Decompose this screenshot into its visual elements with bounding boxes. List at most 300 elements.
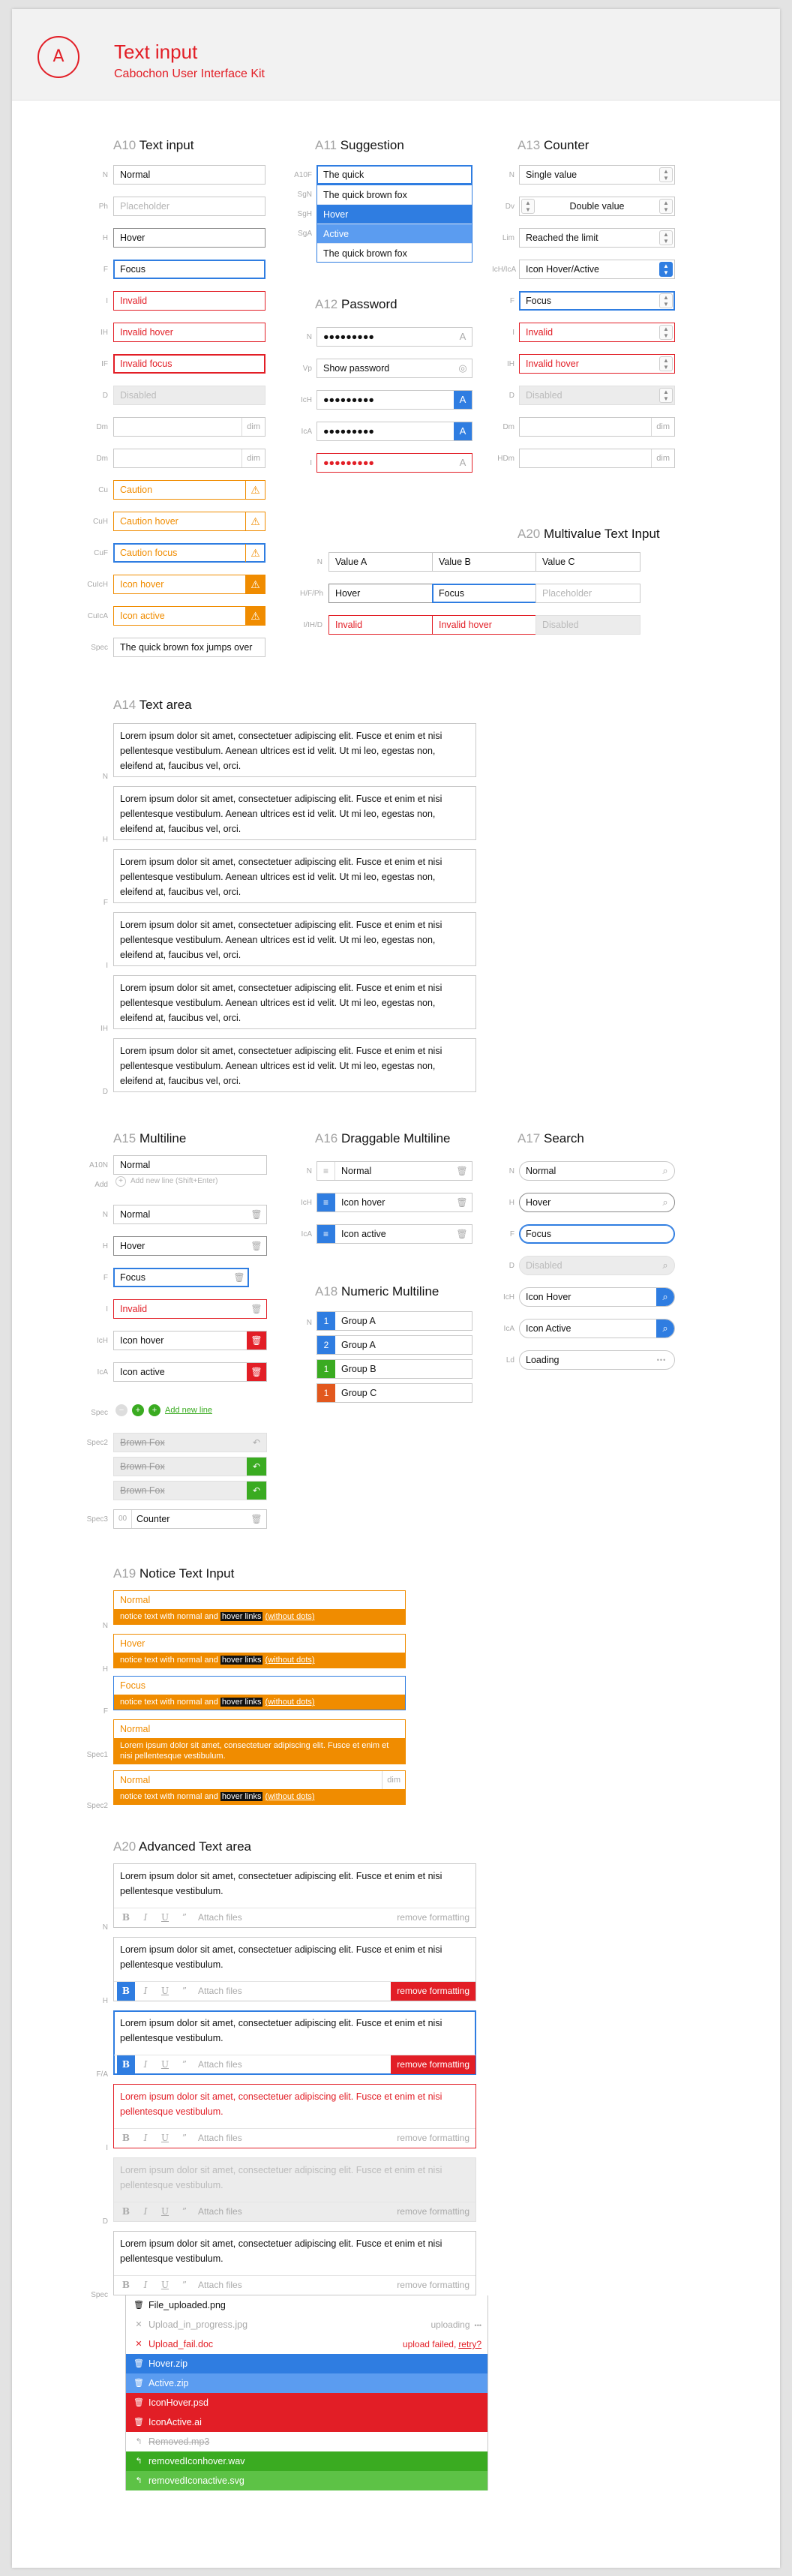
a10-caution-input[interactable]	[113, 512, 266, 531]
attached-file[interactable]	[125, 2354, 488, 2373]
attached-file[interactable]	[125, 2451, 488, 2471]
advanced-textarea[interactable]	[113, 2231, 476, 2295]
a10-name: Text input	[139, 138, 194, 152]
notice-pre: notice text with normal and	[120, 1656, 220, 1665]
a10-placeholder-input[interactable]	[113, 197, 266, 216]
a10-hover-input[interactable]	[113, 228, 266, 248]
input-value: Invalid focus	[120, 359, 172, 369]
numeric-row[interactable]	[316, 1383, 472, 1403]
row-label: I	[106, 2144, 108, 2152]
multiline-row[interactable]	[113, 1236, 267, 1256]
input-value: Icon active	[120, 611, 165, 621]
input-value: Show password	[323, 363, 390, 374]
input-value: Icon active	[341, 1229, 386, 1239]
textarea-content: Lorem ipsum dolor sit amet, consectetuer adipiscing elit. Fusce et enim et nisi pellentesque vestibulum.	[120, 2091, 442, 2117]
add-new-line-link[interactable]: Add new line	[165, 1406, 212, 1415]
trash-icon[interactable]: 🗑	[134, 2418, 144, 2427]
suggestion-input[interactable]	[316, 165, 472, 185]
attached-file[interactable]	[125, 2412, 488, 2432]
row-label: IH	[507, 360, 514, 368]
multivalue-cell[interactable]	[432, 615, 537, 635]
formatting-toolbar	[114, 2202, 476, 2221]
counter-input[interactable]	[519, 291, 675, 311]
textarea-content: Lorem ipsum dolor sit amet, consectetuer adipiscing elit. Fusce et enim et nisi pellentesque vestibulum.	[120, 1944, 442, 1970]
a19-name: Notice Text Input	[139, 1566, 235, 1581]
stepper-icon[interactable]: ▲ ▼	[659, 167, 673, 182]
quote-button[interactable]: ”	[182, 2280, 188, 2290]
trash-icon[interactable]: 🗑	[134, 2301, 144, 2310]
bold-button[interactable]: B	[122, 1912, 130, 1923]
row-label: CuIcH	[87, 581, 108, 589]
multiline-input[interactable]	[113, 1155, 267, 1175]
a15-name: Multiline	[139, 1131, 187, 1145]
trash-icon[interactable]: 🗑	[250, 1209, 262, 1220]
quote-button[interactable]: ”	[182, 2206, 188, 2217]
password-input[interactable]	[316, 390, 472, 410]
a14-title	[113, 698, 192, 713]
row-label: H	[102, 1665, 108, 1674]
a20-code: A20	[113, 1839, 140, 1854]
draggable-row[interactable]	[316, 1224, 472, 1244]
a12-title	[315, 297, 398, 312]
trash-icon[interactable]: 🗑	[250, 1304, 262, 1314]
counter-input[interactable]	[519, 323, 675, 342]
italic-button[interactable]: I	[143, 2059, 148, 2070]
row-label: Dv	[505, 203, 514, 211]
removed-row[interactable]	[113, 1433, 267, 1452]
suggestion-item[interactable]: Hover	[317, 205, 472, 224]
numeric-row[interactable]	[316, 1359, 472, 1379]
counter-input[interactable]	[519, 165, 675, 185]
input-value: Focus	[526, 296, 552, 306]
a19-code: A19	[113, 1566, 140, 1581]
dim-suffix: dim	[651, 418, 674, 436]
trash-icon[interactable]: 🗑	[250, 1514, 262, 1524]
search-icon[interactable]: ⌕	[662, 1196, 668, 1208]
row-counter: 00	[114, 1510, 132, 1528]
trash-icon[interactable]: 🗑	[134, 2359, 144, 2368]
notice-input[interactable]	[113, 1590, 406, 1625]
multiline-row[interactable]	[113, 1362, 267, 1382]
row-label: I/IH/D	[303, 621, 322, 629]
counter-row[interactable]	[113, 1509, 267, 1529]
trash-icon[interactable]: 🗑	[247, 1363, 266, 1381]
remove-formatting-button[interactable]: remove formatting	[397, 2206, 470, 2217]
multiline-row[interactable]	[113, 1268, 249, 1287]
notice-post[interactable]: (without dots)	[265, 1656, 315, 1665]
file-name: IconHover.psd	[148, 2397, 208, 2408]
numeric-row[interactable]	[316, 1335, 472, 1355]
row-label: I	[106, 962, 108, 970]
search-input[interactable]	[519, 1287, 675, 1307]
stepper-icon[interactable]: ▲ ▼	[659, 325, 673, 340]
row-label: D	[102, 392, 108, 400]
advanced-textarea[interactable]	[113, 2084, 476, 2148]
row-label: IcH	[301, 396, 312, 404]
input-value: Group A	[341, 1316, 376, 1326]
status-text: upload failed,	[402, 2339, 457, 2349]
textarea[interactable]: Lorem ipsum dolor sit amet, consectetuer adipiscing elit. Fusce et enim et nisi pellentesque vestibulum. Aenean ultrices est id velit. Ut mi leo, egestas non, eleifend at, faucibus vel, orci.	[113, 1038, 476, 1092]
page-subtitle: Cabochon User Interface Kit	[114, 68, 265, 80]
notice-post[interactable]: (without dots)	[265, 1698, 315, 1707]
row-label: N	[102, 1923, 108, 1932]
warning-icon[interactable]: ⚠	[245, 607, 265, 625]
keyboard-layout-icon[interactable]: A	[459, 457, 466, 468]
search-icon[interactable]: ⌕	[662, 1165, 668, 1176]
dim-suffix: dim	[651, 449, 674, 467]
search-input[interactable]	[519, 1193, 675, 1212]
a10-caution-focus-input[interactable]	[113, 543, 266, 563]
attach-files-button[interactable]: Attach files	[198, 2133, 242, 2143]
italic-button[interactable]: I	[143, 2280, 148, 2290]
stepper-icon[interactable]: ▲ ▼	[659, 262, 673, 277]
attach-files-button[interactable]: Attach files	[198, 2059, 242, 2070]
file-name: File_uploaded.png	[148, 2300, 226, 2310]
italic-button[interactable]: I	[143, 2206, 148, 2217]
notice-link[interactable]: hover links	[221, 1656, 262, 1665]
trash-icon[interactable]: 🗑	[456, 1229, 468, 1239]
multivalue-cell[interactable]	[328, 615, 434, 635]
notice-link[interactable]: hover links	[221, 1698, 262, 1707]
bold-button[interactable]: B	[117, 1982, 135, 2001]
input-value: Group B	[341, 1364, 376, 1374]
suggestion-item[interactable]: Active	[317, 224, 472, 244]
textarea[interactable]: Lorem ipsum dolor sit amet, consectetuer adipiscing elit. Fusce et enim et nisi pellentesque vestibulum. Aenean ultrices est id velit. Ut mi leo, egestas non, eleifend at, faucibus vel, orci.	[113, 975, 476, 1029]
notice-link[interactable]: hover links	[221, 1792, 262, 1801]
row-label: F	[103, 1707, 108, 1716]
undo-icon[interactable]: ↶	[252, 1437, 261, 1448]
counter-input[interactable]	[519, 197, 675, 216]
file-name: Hover.zip	[148, 2358, 188, 2369]
a16-title	[315, 1131, 451, 1146]
removed-row[interactable]	[113, 1457, 267, 1476]
advanced-textarea[interactable]	[113, 2010, 476, 2075]
a10-dim-input[interactable]	[113, 449, 266, 468]
attached-file[interactable]	[125, 2432, 488, 2451]
counter-input[interactable]	[519, 417, 675, 437]
row-label: F	[103, 899, 108, 907]
a14-name: Text area	[139, 698, 192, 712]
stepper-icon[interactable]: ▲ ▼	[659, 356, 673, 371]
input-value: Normal	[120, 1775, 151, 1785]
bold-button[interactable]: B	[122, 2133, 130, 2143]
search-icon[interactable]: ⌕	[656, 1320, 674, 1338]
multivalue-cell[interactable]	[536, 552, 640, 572]
status-text: uploading	[430, 2319, 470, 2330]
cancel-icon[interactable]: ✕	[135, 2340, 142, 2349]
notice-input[interactable]	[113, 1676, 406, 1710]
notice-input[interactable]	[113, 1719, 406, 1764]
input-value: Brown Fox	[120, 1485, 165, 1496]
undo-icon[interactable]: ↶	[247, 1482, 266, 1500]
multivalue-cell[interactable]	[536, 584, 640, 603]
underline-button[interactable]: U	[160, 1912, 170, 1923]
remove-formatting-button[interactable]: remove formatting	[397, 2280, 470, 2290]
bold-button[interactable]: B	[122, 2206, 130, 2217]
notice-input[interactable]	[113, 1770, 406, 1805]
advanced-textarea[interactable]	[113, 1863, 476, 1928]
row-label: SgN	[297, 191, 312, 199]
draggable-row[interactable]	[316, 1193, 472, 1212]
notice-pre: notice text with normal and	[120, 1792, 220, 1801]
password-input[interactable]	[316, 453, 472, 473]
counter-input[interactable]	[519, 386, 675, 405]
spec-controls	[116, 1404, 212, 1419]
numeric-row[interactable]	[316, 1311, 472, 1331]
bold-button[interactable]: B	[122, 2280, 130, 2290]
plus-icon[interactable]: +	[148, 1404, 160, 1416]
minus-icon[interactable]: −	[116, 1404, 128, 1416]
input-value: Invalid	[120, 1304, 148, 1314]
notice-link[interactable]: hover links	[221, 1612, 262, 1621]
textarea-content: Lorem ipsum dolor sit amet, consectetuer adipiscing elit. Fusce et enim et nisi pellentesque vestibulum.	[120, 2238, 442, 2264]
input-value: ●●●●●●●●●	[323, 332, 374, 342]
file-name: Removed.mp3	[148, 2436, 210, 2447]
a10-invalid-input[interactable]	[113, 323, 266, 342]
drag-handle-icon[interactable]: ≡	[317, 1225, 335, 1243]
search-icon[interactable]: ⌕	[656, 1288, 674, 1306]
dim-suffix: dim	[382, 1771, 405, 1789]
stepper-icon[interactable]: ▲ ▼	[521, 199, 535, 214]
quote-button[interactable]: ”	[182, 1912, 188, 1923]
quote-button[interactable]: ”	[182, 2059, 188, 2070]
undo-icon[interactable]: ↰	[135, 2476, 142, 2485]
a12-name: Password	[340, 297, 398, 311]
quote-button[interactable]: ”	[182, 1986, 188, 1996]
add-line-button[interactable]	[116, 1176, 218, 1187]
notice-pre: notice text with normal and	[120, 1698, 220, 1707]
counter-input[interactable]	[519, 449, 675, 468]
underline-button[interactable]: U	[160, 2206, 170, 2217]
cancel-icon[interactable]: ✕	[135, 2320, 142, 2329]
search-icon[interactable]: ⌕	[662, 1259, 668, 1271]
row-label: H	[508, 1199, 514, 1207]
trash-icon[interactable]: 🗑	[456, 1166, 468, 1176]
notice-post[interactable]: (without dots)	[265, 1792, 315, 1801]
row-label: H/F/Ph	[300, 590, 324, 598]
drag-handle-icon[interactable]: ≡	[317, 1162, 335, 1180]
input-value: ●●●●●●●●●	[323, 458, 374, 468]
multivalue-cell[interactable]	[432, 552, 537, 572]
input-value: Caution	[120, 485, 153, 495]
row-label: Vp	[302, 365, 312, 373]
row-label: F	[103, 266, 108, 274]
trash-icon[interactable]: 🗑	[250, 1241, 262, 1251]
counter-input[interactable]	[519, 260, 675, 279]
file-name: Upload_in_progress.jpg	[148, 2319, 248, 2330]
a10-invalid-focus-input[interactable]	[113, 354, 266, 374]
multivalue-cell[interactable]	[432, 584, 537, 603]
multiline-row[interactable]	[113, 1331, 267, 1350]
keyboard-layout-icon[interactable]: A	[454, 422, 472, 440]
textarea[interactable]: Lorem ipsum dolor sit amet, consectetuer adipiscing elit. Fusce et enim et nisi pellentesque vestibulum. Aenean ultrices est id velit. Ut mi leo, egestas non, eleifend at, faucibus vel, orci.	[113, 723, 476, 777]
undo-icon[interactable]: ↰	[135, 2437, 142, 2446]
keyboard-layout-icon[interactable]: A	[454, 391, 472, 409]
search-input[interactable]	[519, 1319, 675, 1338]
row-label: IcA	[301, 1230, 312, 1238]
multivalue-cell[interactable]	[328, 552, 434, 572]
undo-icon[interactable]: ↶	[247, 1458, 266, 1476]
eye-icon[interactable]: ◎	[458, 362, 467, 374]
a10-caution-icon-input[interactable]	[113, 606, 266, 626]
row-label: F	[103, 1274, 108, 1282]
warning-icon[interactable]: ⚠	[245, 575, 265, 593]
row-label: F/A	[96, 2070, 108, 2079]
input-value: Hover	[120, 233, 146, 243]
input-value: Invalid	[526, 327, 554, 338]
remove-formatting-button[interactable]: remove formatting	[397, 2133, 470, 2143]
a15-title	[113, 1131, 186, 1146]
row-label: Spec	[91, 644, 108, 652]
input-value: Hover	[120, 1241, 146, 1251]
input-value: Caution hover	[120, 516, 178, 527]
input-value: Focus	[120, 1680, 146, 1691]
row-label: I	[512, 329, 514, 337]
input-value: Icon active	[120, 1367, 165, 1377]
attach-files-button[interactable]: Attach files	[198, 2280, 242, 2290]
trash-icon[interactable]: 🗑	[134, 2379, 144, 2388]
search-input[interactable]	[519, 1161, 675, 1181]
attach-files-button[interactable]: Attach files	[198, 2206, 242, 2217]
input-value: Disabled	[542, 620, 579, 630]
counter-input[interactable]	[519, 354, 675, 374]
counter-input[interactable]	[519, 228, 675, 248]
textarea[interactable]: Lorem ipsum dolor sit amet, consectetuer adipiscing elit. Fusce et enim et nisi pellentesque vestibulum. Aenean ultrices est id velit. Ut mi leo, egestas non, eleifend at, faucibus vel, orci.	[113, 849, 476, 903]
italic-button[interactable]: I	[143, 1912, 148, 1923]
input-value: Icon Hover/Active	[526, 264, 599, 275]
attached-file[interactable]	[125, 2373, 488, 2393]
input-value: Focus	[439, 588, 465, 599]
stepper-icon[interactable]: ▲ ▼	[659, 199, 673, 214]
underline-button[interactable]: U	[160, 2133, 170, 2143]
bold-button[interactable]: B	[117, 2055, 135, 2074]
password-input[interactable]	[316, 359, 472, 378]
row-label: IcH	[301, 1199, 312, 1207]
attached-file[interactable]	[125, 2471, 488, 2490]
textarea[interactable]: Lorem ipsum dolor sit amet, consectetuer adipiscing elit. Fusce et enim et nisi pellentesque vestibulum. Aenean ultrices est id velit. Ut mi leo, egestas non, eleifend at, faucibus vel, orci.	[113, 912, 476, 966]
input-value: Invalid hover	[526, 359, 579, 369]
a10-caution-input[interactable]	[113, 480, 266, 500]
a10-caution-icon-input[interactable]	[113, 575, 266, 594]
attach-files-button[interactable]: Attach files	[198, 1912, 242, 1923]
row-label: CuF	[94, 549, 108, 557]
input-value: Caution focus	[120, 548, 178, 558]
underline-button[interactable]: U	[160, 2059, 170, 2070]
a17-title	[518, 1131, 584, 1146]
row-label: N	[306, 333, 312, 341]
row-label: SgH	[297, 210, 312, 218]
input-value: ●●●●●●●●●	[323, 395, 374, 405]
a10-focus-input[interactable]	[113, 260, 266, 279]
draggable-row[interactable]	[316, 1161, 472, 1181]
trash-icon[interactable]: 🗑	[134, 2398, 144, 2407]
undo-icon[interactable]: ↰	[135, 2457, 142, 2466]
attached-file[interactable]	[125, 2334, 488, 2354]
progress-icon: •••	[474, 2322, 482, 2329]
row-label: Spec	[91, 1409, 108, 1417]
search-input[interactable]	[519, 1350, 675, 1370]
search-input[interactable]	[519, 1256, 675, 1275]
row-label: Add	[94, 1181, 108, 1189]
notice-post[interactable]: (without dots)	[265, 1612, 315, 1621]
input-value: Icon hover	[341, 1197, 386, 1208]
italic-button[interactable]: I	[143, 2133, 148, 2143]
input-value: Hover	[335, 588, 361, 599]
attached-file[interactable]	[125, 2315, 488, 2334]
input-value: The quick brown fox jumps over	[120, 642, 253, 653]
search-input[interactable]	[519, 1224, 675, 1244]
loading-icon: •••	[656, 1356, 667, 1364]
keyboard-layout-icon[interactable]: A	[459, 331, 466, 342]
notice-text	[114, 1609, 405, 1624]
a10-code: A10	[113, 138, 140, 152]
notice-text	[114, 1695, 405, 1710]
a10-normal-input[interactable]	[113, 165, 266, 185]
row-label: Spec2	[86, 1439, 108, 1447]
notice-input[interactable]	[113, 1634, 406, 1668]
trash-icon[interactable]: 🗑	[233, 1272, 245, 1283]
advanced-textarea[interactable]	[113, 2157, 476, 2222]
a20m-code: A20	[518, 527, 544, 541]
stepper-icon[interactable]: ▲ ▼	[659, 293, 673, 308]
input-value: Placeholder	[120, 201, 170, 212]
suggestion-item[interactable]: The quick brown fox	[317, 185, 472, 205]
remove-formatting-button[interactable]: remove formatting	[391, 2055, 476, 2074]
drag-handle-icon[interactable]: ≡	[317, 1193, 335, 1211]
a10-normal-input[interactable]	[113, 638, 266, 657]
kit-page	[12, 9, 780, 2568]
attached-file[interactable]	[125, 2295, 488, 2315]
formatting-toolbar	[114, 1908, 476, 1927]
input-value: Icon hover	[120, 579, 164, 590]
a17-code: A17	[518, 1131, 544, 1145]
trash-icon[interactable]: 🗑	[456, 1197, 468, 1208]
plus-icon[interactable]: +	[132, 1404, 144, 1416]
suggestion-item[interactable]: The quick brown fox	[323, 248, 407, 259]
password-input[interactable]	[316, 327, 472, 347]
multiline-row[interactable]	[113, 1205, 267, 1224]
remove-formatting-button[interactable]: remove formatting	[397, 1912, 470, 1923]
input-value: Placeholder	[542, 588, 592, 599]
a10-dim-input[interactable]	[113, 417, 266, 437]
a20-title	[113, 1839, 251, 1854]
retry-link[interactable]: retry?	[458, 2339, 482, 2349]
password-input[interactable]	[316, 422, 472, 441]
remove-formatting-button[interactable]: remove formatting	[391, 1982, 476, 2001]
input-value: Group C	[341, 1388, 377, 1398]
multivalue-cell[interactable]	[328, 584, 434, 603]
stepper-icon[interactable]: ▲ ▼	[659, 230, 673, 245]
stepper-icon[interactable]: ▲ ▼	[659, 388, 673, 403]
a10-disabled-input[interactable]	[113, 386, 266, 405]
row-number: 2	[317, 1336, 335, 1354]
a10-invalid-input[interactable]	[113, 291, 266, 311]
trash-icon[interactable]: 🗑	[247, 1332, 266, 1350]
textarea[interactable]: Lorem ipsum dolor sit amet, consectetuer adipiscing elit. Fusce et enim et nisi pellentesque vestibulum. Aenean ultrices est id velit. Ut mi leo, egestas non, eleifend at, faucibus vel, orci.	[113, 786, 476, 840]
quote-button[interactable]: ”	[182, 2133, 188, 2143]
italic-button[interactable]: I	[143, 1986, 148, 1996]
attached-file[interactable]	[125, 2393, 488, 2412]
underline-button[interactable]: U	[160, 1986, 170, 1996]
multiline-row[interactable]	[113, 1299, 267, 1319]
advanced-textarea[interactable]	[113, 1937, 476, 2001]
row-label: IcA	[503, 1325, 514, 1333]
underline-button[interactable]: U	[160, 2280, 170, 2290]
input-value: Loading	[526, 1355, 560, 1365]
multivalue-cell[interactable]	[536, 615, 640, 635]
attach-files-button[interactable]: Attach files	[198, 1986, 242, 1996]
removed-row[interactable]	[113, 1481, 267, 1500]
